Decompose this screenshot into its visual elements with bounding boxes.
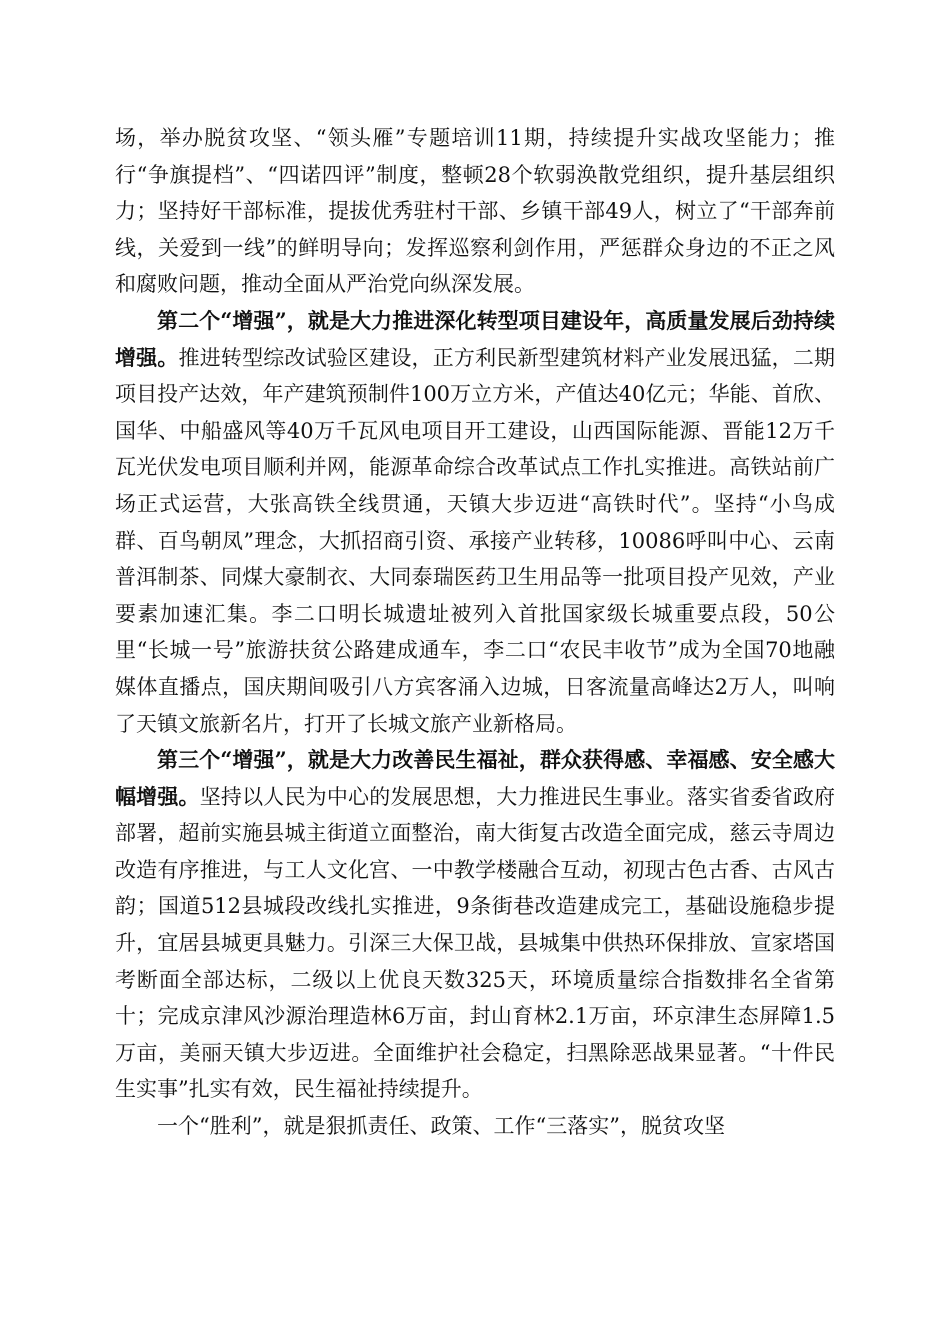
paragraph-1-text: 场，举办脱贫攻坚、“领头雁”专题培训11期，持续提升实战攻坚能力；推行“争旗提档”、“四诺四评”制度，整顿28个软弱涣散党组织，提升基层组织力；坚持好干部标准，提拔优秀驻村干部、乡镇干部49人，树立了“干部奔前线，关爱到一线”的鲜明导向；发挥巡察利剑作用，严惩群众身边的不正之风和腐败问题，推动全面从严治党向纵深发展。 [115, 126, 835, 297]
paragraph-1 [115, 120, 835, 303]
paragraph-3-text: 坚持以人民为中心的发展思想，大力推进民生事业。落实省委省政府部署，超前实施县城主街道立面整治，南大街复古改造全面完成，慈云寺周边改造有序推进，与工人文化宫、一中教学楼融合互动，初现古色古香、古风古韵；国道512县城段改线扎实推进，9条街巷改造建成完工，基础设施稳步提升，宜居县城更具魅力。引深三大保卫战，县城集中供热环保排放、宣家塔国考断面全部达标，二级以上优良天数325天，环境质量综合指数排名全省第十；完成京津风沙源治理造林6万亩，封山育林2.1万亩，环京津生态屏障1.5万亩，美丽天镇大步迈进。全面维护社会稳定，扫黑除恶战果显著。“十件民生实事”扎实有效，民生福祉持续提升。 [115, 784, 836, 1102]
paragraph-4 [115, 1108, 835, 1145]
paragraph-4-text: 一个“胜利”，就是狠抓责任、政策、工作“三落实”，脱贫攻坚 [157, 1114, 725, 1139]
paragraph-3-heading: 第三个“增强”，就是大力改善民生福祉，群众获得感、幸福感、安全感大幅增强。 [115, 747, 835, 809]
paragraph-3 [115, 742, 835, 1108]
body-text [115, 120, 835, 1145]
paragraph-2-text: 推进转型综改试验区建设，正方利民新型建筑材料产业发展迅猛，二期项目投产达效，年产建筑预制件100万立方米，产值达40亿元；华能、首欣、国华、中船盛风等40万千瓦风电项目开工建设，山西国际能源、晋能12万千瓦光伏发电项目顺利并网，能源革命综合改革试点工作扎实推进。高铁站前广场正式运营，大张高铁全线贯通，天镇大步迈进“高铁时代”。坚持“小鸟成群、百鸟朝凤”理念，大抓招商引资、承接产业转移，10086呼叫中心、云南普洱制茶、同煤大豪制衣、大同泰瑞医药卫生用品等一批项目投产见效，产业要素加速汇集。李二口明长城遗址被列入首批国家级长城重要点段，50公里“长城一号”旅游扶贫公路建成通车，李二口“农民丰收节”成为全国70地融媒体直播点，国庆期间吸引八方宾客涌入边城，日客流量高峰达2万人，叫响了天镇文旅新名片，打开了长城文旅产业新格局。 [115, 345, 835, 736]
paragraph-2 [115, 303, 835, 742]
paragraph-2-heading: 第二个“增强”，就是大力推进深化转型项目建设年，高质量发展后劲持续增强。 [115, 307, 835, 370]
